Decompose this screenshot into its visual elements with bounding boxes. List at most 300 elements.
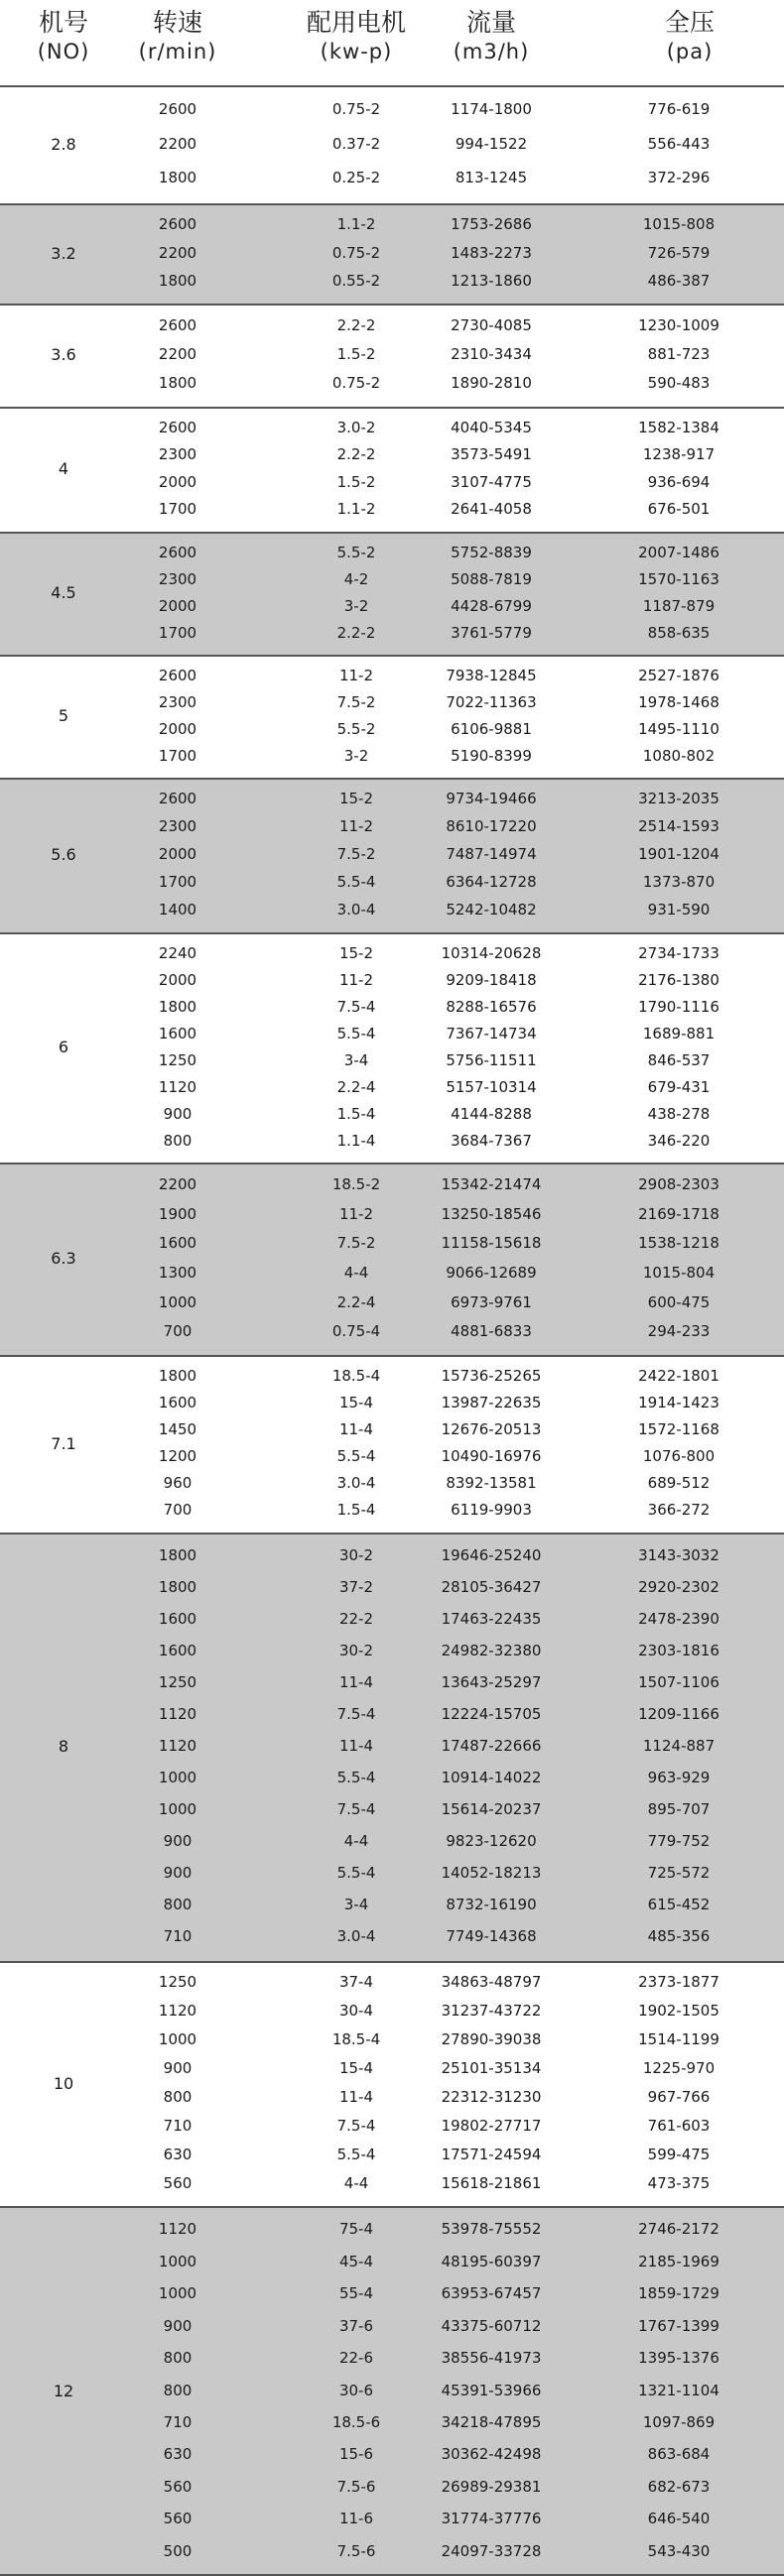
speed-cell: 800 xyxy=(163,2381,193,2399)
motor-cell: 11-2 xyxy=(338,970,374,989)
table-group xyxy=(0,1533,784,1961)
motor-cell: 15-4 xyxy=(338,2059,374,2078)
flow-cell: 17463-22435 xyxy=(441,1610,542,1628)
pressure-cell: 2478-2390 xyxy=(638,1610,719,1628)
header-machine-no-label: 机号 xyxy=(38,8,88,37)
pressure-cell: 1209-1166 xyxy=(638,1705,719,1723)
pressure-cell: 936-694 xyxy=(647,472,711,491)
speed-cell: 1600 xyxy=(158,1610,197,1628)
motor-cell: 7.5-6 xyxy=(336,2541,376,2560)
motor-cell: 37-2 xyxy=(338,1578,374,1596)
flow-cell: 24097-33728 xyxy=(441,2541,542,2560)
motor-cell: 1.5-2 xyxy=(336,345,376,363)
speed-cell: 500 xyxy=(163,2541,193,2560)
flow-cell: 8288-16576 xyxy=(446,997,537,1016)
motor-cell: 3-2 xyxy=(343,596,369,615)
flow-cell: 3107-4775 xyxy=(451,472,532,491)
pressure-cell: 761-603 xyxy=(647,2116,711,2135)
speed-cell: 1250 xyxy=(158,1673,197,1691)
flow-cell: 7367-14734 xyxy=(446,1024,537,1043)
motor-cell: 11-4 xyxy=(338,1737,374,1755)
group-divider xyxy=(0,778,784,780)
flow-cell: 5190-8399 xyxy=(451,746,532,765)
speed-cell: 1450 xyxy=(158,1419,197,1438)
pressure-cell: 1570-1163 xyxy=(638,569,719,588)
flow-cell: 15614-20237 xyxy=(441,1800,542,1818)
speed-cell: 900 xyxy=(163,1104,193,1123)
pressure-cell: 1902-1505 xyxy=(638,2002,719,2021)
motor-cell: 55-4 xyxy=(338,2284,374,2303)
flow-cell: 5088-7819 xyxy=(451,569,532,588)
flow-cell: 19802-27717 xyxy=(441,2116,542,2135)
speed-cell: 2600 xyxy=(158,790,197,807)
header-speed xyxy=(107,8,248,65)
motor-cell: 3-2 xyxy=(343,746,369,765)
flow-cell: 11158-15618 xyxy=(441,1234,542,1253)
pressure-cell: 779-752 xyxy=(647,1832,711,1850)
group-divider xyxy=(0,407,784,409)
motor-cell: 18.5-4 xyxy=(331,1366,381,1385)
flow-cell: 13250-18546 xyxy=(441,1204,542,1223)
flow-cell: 994-1522 xyxy=(455,134,528,153)
flow-cell: 48195-60397 xyxy=(441,2252,542,2270)
header-machine-no-unit: (NO) xyxy=(37,40,90,63)
flow-cell: 1483-2273 xyxy=(451,243,532,262)
pressure-cell: 1230-1009 xyxy=(638,315,719,334)
flow-cell: 22312-31230 xyxy=(441,2087,542,2106)
motor-cell: 0.75-2 xyxy=(331,374,381,393)
speed-cell: 900 xyxy=(163,1832,193,1850)
flow-cell: 19646-25240 xyxy=(441,1546,542,1564)
flow-cell: 813-1245 xyxy=(455,168,528,186)
pressure-cell: 676-501 xyxy=(647,500,711,519)
pressure-cell: 1859-1729 xyxy=(638,2284,719,2303)
pressure-cell: 679-431 xyxy=(647,1077,711,1096)
flow-cell: 1174-1800 xyxy=(451,100,532,119)
table-group xyxy=(0,304,784,407)
machine-no: 10 xyxy=(53,2073,74,2093)
motor-cell: 5.5-4 xyxy=(336,1864,376,1882)
flow-cell: 4881-6833 xyxy=(451,1322,532,1341)
machine-no: 6.3 xyxy=(51,1249,76,1268)
speed-cell: 560 xyxy=(163,2173,193,2192)
table-group xyxy=(0,655,784,778)
motor-cell: 0.75-2 xyxy=(331,243,381,262)
speed-cell: 2600 xyxy=(158,100,197,119)
motor-cell: 11-4 xyxy=(338,1419,374,1438)
speed-cell: 1200 xyxy=(158,1447,197,1466)
motor-cell: 5.5-2 xyxy=(336,719,376,738)
speed-cell: 1700 xyxy=(158,746,197,765)
flow-cell: 4428-6799 xyxy=(451,596,532,615)
table-group xyxy=(0,532,784,655)
speed-cell: 630 xyxy=(163,2145,193,2163)
flow-cell: 15736-25265 xyxy=(441,1366,542,1385)
machine-no: 2.8 xyxy=(51,134,76,154)
flow-cell: 15618-21861 xyxy=(441,2173,542,2192)
pressure-cell: 473-375 xyxy=(647,2173,711,2192)
motor-cell: 7.5-6 xyxy=(336,2477,376,2496)
group-divider xyxy=(0,85,784,87)
motor-cell: 2.2-2 xyxy=(336,315,376,334)
pressure-cell: 1015-808 xyxy=(642,215,716,234)
speed-cell: 630 xyxy=(163,2445,193,2464)
speed-cell: 560 xyxy=(163,2477,193,2496)
speed-cell: 560 xyxy=(163,2510,193,2528)
motor-cell: 18.5-2 xyxy=(331,1174,381,1193)
speed-cell: 1600 xyxy=(158,1393,197,1411)
flow-cell: 1753-2686 xyxy=(451,215,532,234)
pressure-cell: 1097-869 xyxy=(642,2412,716,2431)
speed-cell: 2000 xyxy=(158,845,197,863)
motor-cell: 22-6 xyxy=(338,2349,374,2368)
flow-cell: 3684-7367 xyxy=(451,1131,532,1150)
speed-cell: 1400 xyxy=(158,901,197,919)
flow-cell: 12676-20513 xyxy=(441,1419,542,1438)
machine-no: 3.2 xyxy=(51,243,76,263)
speed-cell: 900 xyxy=(163,2316,193,2335)
motor-cell: 30-4 xyxy=(338,2002,374,2021)
speed-cell: 710 xyxy=(163,2412,193,2431)
speed-cell: 1000 xyxy=(158,1769,197,1786)
table-group xyxy=(0,203,784,304)
flow-cell: 9209-18418 xyxy=(446,970,537,989)
machine-no: 12 xyxy=(53,2381,74,2400)
flow-cell: 2310-3434 xyxy=(451,345,532,363)
machine-no: 5 xyxy=(58,706,69,725)
speed-cell: 1700 xyxy=(158,500,197,519)
flow-cell: 25101-35134 xyxy=(441,2059,542,2078)
group-divider xyxy=(0,2206,784,2208)
flow-cell: 15342-21474 xyxy=(441,1174,542,1193)
flow-cell: 17487-22666 xyxy=(441,1737,542,1755)
speed-cell: 2600 xyxy=(158,418,197,436)
table-group xyxy=(0,1355,784,1533)
motor-cell: 5.5-4 xyxy=(336,1024,376,1043)
speed-cell: 2300 xyxy=(158,692,197,711)
speed-cell: 2240 xyxy=(158,943,197,962)
flow-cell: 10314-20628 xyxy=(441,943,542,962)
speed-cell: 1700 xyxy=(158,623,197,642)
header-motor-unit: (kw-p) xyxy=(320,40,393,63)
speed-cell: 2000 xyxy=(158,970,197,989)
table-header xyxy=(0,0,784,85)
pressure-cell: 1124-887 xyxy=(642,1737,716,1755)
pressure-cell: 590-483 xyxy=(647,374,711,393)
pressure-cell: 1080-802 xyxy=(642,746,716,765)
speed-cell: 2300 xyxy=(158,569,197,588)
pressure-cell: 438-278 xyxy=(647,1104,711,1123)
flow-cell: 34218-47895 xyxy=(441,2412,542,2431)
pressure-cell: 726-579 xyxy=(647,243,711,262)
flow-cell: 63953-67457 xyxy=(441,2284,542,2303)
speed-cell: 700 xyxy=(163,1322,193,1341)
flow-cell: 5756-11511 xyxy=(446,1050,537,1069)
speed-cell: 2300 xyxy=(158,817,197,835)
speed-cell: 1600 xyxy=(158,1642,197,1659)
header-flow-label: 流量 xyxy=(465,8,516,37)
table-group xyxy=(0,1961,784,2206)
flow-cell: 7749-14368 xyxy=(446,1927,537,1945)
motor-cell: 7.5-4 xyxy=(336,1800,376,1818)
motor-cell: 22-2 xyxy=(338,1610,374,1628)
pressure-cell: 346-220 xyxy=(647,1131,711,1150)
speed-cell: 800 xyxy=(163,1896,193,1913)
pressure-cell: 1225-970 xyxy=(642,2059,716,2078)
motor-cell: 3-4 xyxy=(343,1896,369,1913)
motor-cell: 7.5-2 xyxy=(336,692,376,711)
flow-cell: 5157-10314 xyxy=(446,1077,537,1096)
speed-cell: 1120 xyxy=(158,1077,197,1096)
pressure-cell: 1015-804 xyxy=(642,1263,716,1282)
pressure-cell: 1507-1106 xyxy=(638,1673,719,1691)
machine-no: 7.1 xyxy=(51,1433,76,1453)
motor-cell: 18.5-6 xyxy=(331,2412,381,2431)
pressure-cell: 1767-1399 xyxy=(638,2316,719,2335)
pressure-cell: 3213-2035 xyxy=(638,790,719,807)
speed-cell: 900 xyxy=(163,2059,193,2078)
machine-no: 4.5 xyxy=(51,583,76,602)
motor-cell: 45-4 xyxy=(338,2252,374,2270)
pressure-cell: 881-723 xyxy=(647,345,711,363)
pressure-cell: 1914-1423 xyxy=(638,1393,719,1411)
speed-cell: 1000 xyxy=(158,1800,197,1818)
pressure-cell: 689-512 xyxy=(647,1474,711,1493)
flow-cell: 8392-13581 xyxy=(446,1474,537,1493)
speed-cell: 1800 xyxy=(158,168,197,186)
motor-cell: 1.5-4 xyxy=(336,1501,376,1520)
flow-cell: 6364-12728 xyxy=(446,873,537,891)
motor-cell: 5.5-4 xyxy=(336,873,376,891)
machine-no: 8 xyxy=(58,1737,69,1756)
pressure-cell: 2746-2172 xyxy=(638,2220,719,2239)
header-speed-unit: (r/min) xyxy=(138,40,217,63)
pressure-cell: 1495-1110 xyxy=(638,719,719,738)
pressure-cell: 2734-1733 xyxy=(638,943,719,962)
motor-cell: 5.5-4 xyxy=(336,1447,376,1466)
motor-cell: 0.75-2 xyxy=(331,100,381,119)
motor-cell: 15-2 xyxy=(338,790,374,807)
motor-cell: 5.5-4 xyxy=(336,2145,376,2163)
flow-cell: 3573-5491 xyxy=(451,445,532,464)
header-motor-label: 配用电机 xyxy=(306,8,406,37)
motor-cell: 37-6 xyxy=(338,2316,374,2335)
pressure-cell: 1538-1218 xyxy=(638,1234,719,1253)
pressure-cell: 2920-2302 xyxy=(638,1578,719,1596)
pressure-cell: 1514-1199 xyxy=(638,2030,719,2049)
motor-cell: 3.0-2 xyxy=(336,418,376,436)
table-group xyxy=(0,778,784,932)
flow-cell: 13643-25297 xyxy=(441,1673,542,1691)
speed-cell: 2000 xyxy=(158,596,197,615)
group-divider xyxy=(0,304,784,306)
pressure-cell: 846-537 xyxy=(647,1050,711,1069)
speed-cell: 800 xyxy=(163,2087,193,2106)
speed-cell: 2600 xyxy=(158,543,197,561)
pressure-cell: 863-684 xyxy=(647,2445,711,2464)
pressure-cell: 2185-1969 xyxy=(638,2252,719,2270)
motor-cell: 3-4 xyxy=(343,1050,369,1069)
header-flow xyxy=(417,8,566,65)
pressure-cell: 646-540 xyxy=(647,2510,711,2528)
pressure-cell: 1321-1104 xyxy=(638,2381,719,2399)
speed-cell: 2600 xyxy=(158,315,197,334)
pressure-cell: 931-590 xyxy=(647,901,711,919)
flow-cell: 5242-10482 xyxy=(446,901,537,919)
pressure-cell: 1076-800 xyxy=(642,1447,716,1466)
motor-cell: 4-4 xyxy=(343,2173,369,2192)
speed-cell: 960 xyxy=(163,1474,193,1493)
flow-cell: 17571-24594 xyxy=(441,2145,542,2163)
header-flow-unit: (m3/h) xyxy=(453,40,530,63)
motor-cell: 2.2-4 xyxy=(336,1292,376,1311)
motor-cell: 2.2-2 xyxy=(336,623,376,642)
table-group xyxy=(0,85,784,203)
motor-cell: 2.2-4 xyxy=(336,1077,376,1096)
speed-cell: 1120 xyxy=(158,2002,197,2021)
motor-cell: 15-4 xyxy=(338,1393,374,1411)
flow-cell: 9066-12689 xyxy=(446,1263,537,1282)
group-divider xyxy=(0,532,784,534)
motor-cell: 5.5-4 xyxy=(336,1769,376,1786)
speed-cell: 1300 xyxy=(158,1263,197,1282)
flow-cell: 7938-12845 xyxy=(446,666,537,684)
flow-cell: 1890-2810 xyxy=(451,374,532,393)
motor-cell: 0.55-2 xyxy=(331,271,381,290)
pressure-cell: 366-272 xyxy=(647,1501,711,1520)
flow-cell: 14052-18213 xyxy=(441,1864,542,1882)
flow-cell: 30362-42498 xyxy=(441,2445,542,2464)
motor-cell: 75-4 xyxy=(338,2220,374,2239)
pressure-cell: 2176-1380 xyxy=(638,970,719,989)
pressure-cell: 615-452 xyxy=(647,1896,711,1913)
flow-cell: 9734-19466 xyxy=(446,790,537,807)
motor-cell: 30-2 xyxy=(338,1546,374,1564)
speed-cell: 1700 xyxy=(158,873,197,891)
pressure-cell: 2373-1877 xyxy=(638,1973,719,1992)
flow-cell: 2730-4085 xyxy=(451,315,532,334)
motor-cell: 3.0-4 xyxy=(336,1474,376,1493)
speed-cell: 1120 xyxy=(158,1705,197,1723)
flow-cell: 31774-37776 xyxy=(441,2510,542,2528)
speed-cell: 1000 xyxy=(158,2284,197,2303)
speed-cell: 1800 xyxy=(158,374,197,393)
motor-cell: 1.1-2 xyxy=(336,215,376,234)
flow-cell: 10490-16976 xyxy=(441,1447,542,1466)
motor-cell: 37-4 xyxy=(338,1973,374,1992)
pressure-cell: 600-475 xyxy=(647,1292,711,1311)
pressure-cell: 895-707 xyxy=(647,1800,711,1818)
pressure-cell: 1238-917 xyxy=(642,445,716,464)
flow-cell: 24982-32380 xyxy=(441,1642,542,1659)
pressure-cell: 372-296 xyxy=(647,168,711,186)
flow-cell: 9823-12620 xyxy=(446,1832,537,1850)
group-divider xyxy=(0,1163,784,1165)
flow-cell: 12224-15705 xyxy=(441,1705,542,1723)
flow-cell: 7022-11363 xyxy=(446,692,537,711)
pressure-cell: 543-430 xyxy=(647,2541,711,2560)
flow-cell: 27890-39038 xyxy=(441,2030,542,2049)
speed-cell: 710 xyxy=(163,2116,193,2135)
motor-cell: 0.25-2 xyxy=(331,168,381,186)
header-speed-label: 转速 xyxy=(152,8,202,37)
pressure-cell: 1689-881 xyxy=(642,1024,716,1043)
speed-cell: 1120 xyxy=(158,1737,197,1755)
header-pressure xyxy=(615,8,764,65)
group-divider xyxy=(0,1961,784,1963)
speed-cell: 1600 xyxy=(158,1024,197,1043)
header-pressure-unit: (pa) xyxy=(666,40,714,63)
pressure-cell: 485-356 xyxy=(647,1927,711,1945)
flow-cell: 38556-41973 xyxy=(441,2349,542,2368)
speed-cell: 1800 xyxy=(158,271,197,290)
speed-cell: 2000 xyxy=(158,472,197,491)
motor-cell: 3.0-4 xyxy=(336,901,376,919)
machine-no: 6 xyxy=(58,1038,69,1056)
speed-cell: 1120 xyxy=(158,2220,197,2239)
speed-cell: 2200 xyxy=(158,243,197,262)
pressure-cell: 1978-1468 xyxy=(638,692,719,711)
table-group xyxy=(0,2206,784,2576)
motor-cell: 30-6 xyxy=(338,2381,374,2399)
pressure-cell: 2422-1801 xyxy=(638,1366,719,1385)
speed-cell: 1600 xyxy=(158,1234,197,1253)
motor-cell: 15-6 xyxy=(338,2445,374,2464)
pressure-cell: 2303-1816 xyxy=(638,1642,719,1659)
motor-cell: 18.5-4 xyxy=(331,2030,381,2049)
pressure-cell: 1373-870 xyxy=(642,873,716,891)
flow-cell: 2641-4058 xyxy=(451,500,532,519)
flow-cell: 3761-5779 xyxy=(451,623,532,642)
flow-cell: 8610-17220 xyxy=(446,817,537,835)
machine-no: 4 xyxy=(58,459,69,478)
speed-cell: 2200 xyxy=(158,1174,197,1193)
pressure-cell: 963-929 xyxy=(647,1769,711,1786)
speed-cell: 1250 xyxy=(158,1973,197,1992)
motor-cell: 4-4 xyxy=(343,1263,369,1282)
pressure-cell: 2527-1876 xyxy=(638,666,719,684)
speed-cell: 1000 xyxy=(158,2030,197,2049)
motor-cell: 7.5-2 xyxy=(336,1234,376,1253)
motor-cell: 4-4 xyxy=(343,1832,369,1850)
flow-cell: 6106-9881 xyxy=(451,719,532,738)
speed-cell: 1800 xyxy=(158,1546,197,1564)
flow-cell: 45391-53966 xyxy=(441,2381,542,2399)
flow-cell: 4040-5345 xyxy=(451,418,532,436)
speed-cell: 1800 xyxy=(158,1366,197,1385)
speed-cell: 2000 xyxy=(158,719,197,738)
motor-cell: 11-2 xyxy=(338,817,374,835)
flow-cell: 10914-14022 xyxy=(441,1769,542,1786)
pressure-cell: 1901-1204 xyxy=(638,845,719,863)
speed-cell: 2200 xyxy=(158,134,197,153)
flow-cell: 26989-29381 xyxy=(441,2477,542,2496)
motor-cell: 1.1-2 xyxy=(336,500,376,519)
pressure-cell: 3143-3032 xyxy=(638,1546,719,1564)
group-divider xyxy=(0,1533,784,1534)
flow-cell: 13987-22635 xyxy=(441,1393,542,1411)
pressure-cell: 725-572 xyxy=(647,1864,711,1882)
pressure-cell: 2169-1718 xyxy=(638,1204,719,1223)
flow-cell: 6119-9903 xyxy=(451,1501,532,1520)
motor-cell: 3.0-4 xyxy=(336,1927,376,1945)
speed-cell: 1000 xyxy=(158,1292,197,1311)
flow-cell: 43375-60712 xyxy=(441,2316,542,2335)
motor-cell: 30-2 xyxy=(338,1642,374,1659)
speed-cell: 1800 xyxy=(158,997,197,1016)
speed-cell: 1250 xyxy=(158,1050,197,1069)
pressure-cell: 1582-1384 xyxy=(638,418,719,436)
